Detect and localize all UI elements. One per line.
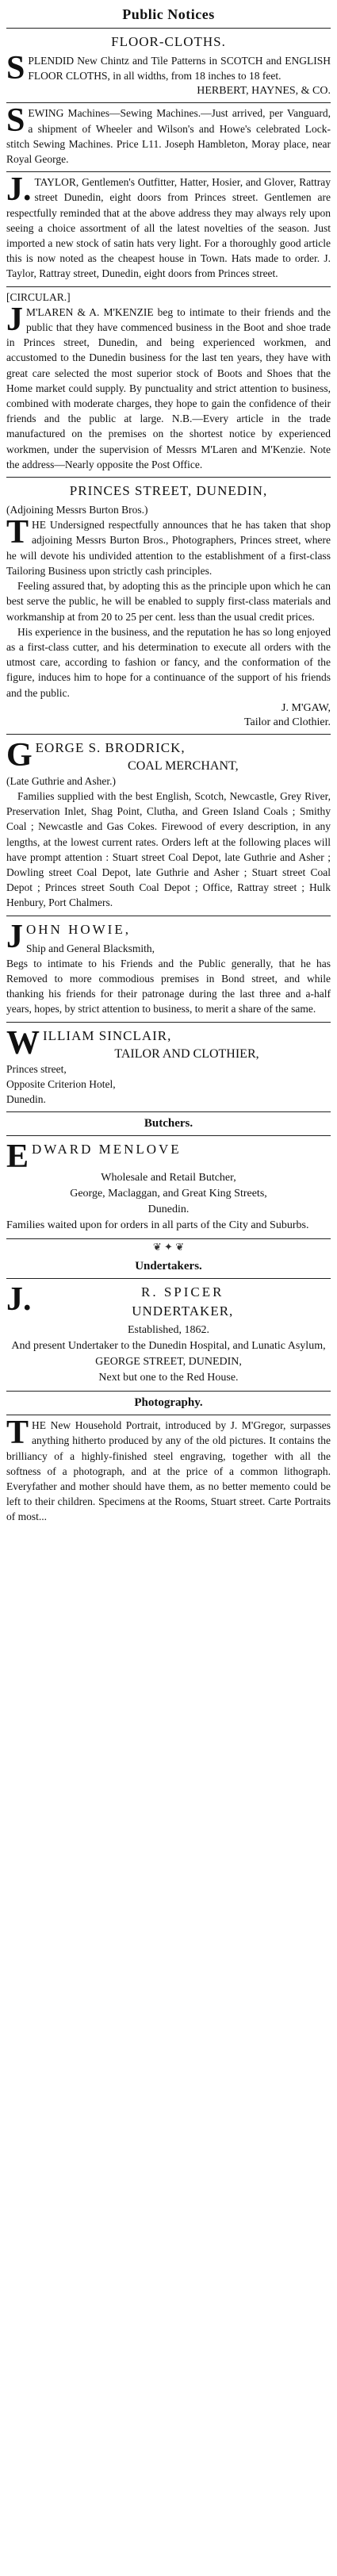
ad-howie-body: Begs to intimate to his Friends and the Public generally, that he has Removed to more commodious premises in Bond street, and while thanking his friends for their patronage during the last three and a-half years, hopes, by strict attention to business, to merit a share of the same. — [6, 957, 331, 1015]
ad-spicer-line1: Established, 1862. — [127, 1324, 210, 1337]
ad-brodrick — [6, 735, 331, 916]
ad-taylor-body: TAYLOR, Gentlemen's Outfitter, Hatter, Hosier, and Glover, Rattray street Dunedin, eight doors from Princes street. Gentlemen are respectfully reminded that at the above address they may always rely upon seeing a choice assortment of all the latest novelties of the season. Just imported a new stock of satin hats very light. For a thoroughly good article this is now noted as the cheapest house in Town. Hats made to order. J. Taylor, Rattray street, Dunedin, eight doors from Princes street. — [6, 176, 331, 280]
ad-brodrick-title: EORGE S. BRODRICK, — [35, 739, 186, 755]
section-undertakers: Undertakers. — [6, 1255, 331, 1279]
ad-spicer-title2: UNDERTAKER, — [132, 1303, 234, 1319]
ad-spicer-line2: And present Undertaker to the Dunedin Hospital, and Lunatic Asylum, — [11, 1340, 326, 1353]
ad-sewing-body: EWING Machines—Sewing Machines.—Just arrived, per Vanguard, a shipment of Wheeler and Wilson's and Howe's celebrated Lock-stitch Sewing Machines. Price L11. Joseph Hambleton, Moray place, near Royal George. — [6, 107, 331, 166]
ad-sinclair-title: ILLIAM SINCLAIR, — [43, 1027, 172, 1043]
ad-sinclair — [6, 1023, 331, 1113]
ad-floorcloths-signature: HERBERT, HAYNES, & CO. — [197, 85, 331, 98]
ad-mcgaw-title: PRINCES STREET, DUNEDIN, — [69, 483, 268, 499]
ad-brodrick-subtitle: (Late Guthrie and Asher.) — [6, 774, 116, 787]
ad-menlove-line2: Dunedin. — [147, 1204, 190, 1216]
ad-mcgaw-p1: HE Undersigned respectfully announces that he has taken that shop adjoining Messrs Burton Bros., Photographers, Princes street, where he will devote his undivided attention to the establishment of a first-class Tailoring Business upon strictly cash principles. — [6, 519, 331, 577]
ad-howie — [6, 916, 331, 1023]
ad-mcgaw-signature: J. M'GAW, — [281, 701, 331, 714]
ad-floorcloths-body: PLENDID New Chintz and Tile Patterns in SCOTCH and ENGLISH FLOOR CLOTHS, in all widths, from 18 inches to 18 feet. — [28, 55, 331, 83]
ad-spicer-line4: Next but one to the Red House. — [98, 1372, 239, 1384]
ad-mcgaw-p3: His experience in the business, and the reputation he has so long enjoyed as a first-class cutter, and his determination to execute all orders with the utmost care, according to fashion or fancy, and the conformation of the figure, induces him to hope for a continuance of the support of his friends and the public. — [6, 625, 331, 699]
dropcap: J. — [6, 1281, 32, 1319]
dropcap: J. — [6, 172, 32, 209]
dropcap: G — [6, 736, 33, 774]
ad-mclaren — [6, 287, 331, 478]
dropcap: E — [6, 1138, 29, 1176]
ad-menlove-title: DWARD MENLOVE — [32, 1142, 182, 1157]
ad-mclaren-body: M'LAREN & A. M'KENZIE beg to intimate to their friends and the public that they have commenced business in the Boot and shoe trade in Princes street, Dunedin, and being experienced workmen, and accustomed to the Dunedin business for the last ten years, they have with great care selected the most superior stock of Boots and Shoes that the Home market could supply. By punctuality and strict attention to business, combined with moderate charges, they hope to gain the confidence of their friends and the public at large. N.B.—Every article in the trade manufactured on the premises on the shortest notice by experienced workmen, under the supervision of Messrs M'Laren and M'Kenzie. Note the address—Nearly opposite the Post Office. — [6, 305, 331, 470]
dropcap: S — [6, 103, 25, 140]
ad-mcgaw-subtitle: (Adjoining Messrs Burton Bros.) — [6, 504, 148, 516]
ad-mcgaw — [6, 478, 331, 735]
ad-menlove-line3: Families waited upon for orders in all parts of the City and Suburbs. — [6, 1219, 309, 1232]
dropcap: T — [6, 514, 29, 551]
ad-sinclair-title2: TAILOR AND CLOTHIER, — [114, 1046, 259, 1061]
dropcap: W — [6, 1024, 40, 1061]
ad-mcgaw-p2: Feeling assured that, by adopting this as the principle upon which he can best serve the public, he will be enabled to supply first-class materials and workmanship at from 20 to 25 per cent. less than the usual credit prices. — [6, 580, 331, 623]
ad-spicer-line3: GEORGE STREET, DUNEDIN, — [95, 1356, 242, 1369]
ad-menlove — [6, 1136, 331, 1239]
ad-mcgaw-signature2: Tailor and Clothier. — [243, 716, 331, 728]
page-title: Public Notices — [6, 5, 331, 29]
ornament-divider: ❦ ✦ ❦ — [152, 1241, 185, 1253]
ad-sinclair-line1: Princes street, — [6, 1062, 67, 1075]
dropcap: J — [6, 301, 23, 338]
ad-floorcloths — [6, 29, 331, 103]
dropcap: T — [6, 1415, 29, 1452]
ad-photography — [6, 1415, 331, 1529]
ad-brodrick-title2: COAL MERCHANT, — [128, 758, 239, 773]
ad-floorcloths-title: FLOOR-CLOTHS. — [111, 34, 226, 49]
ad-spicer-title: R. SPICER — [141, 1284, 224, 1300]
ad-brodrick-body: Families supplied with the best English, Scotch, Newcastle, Grey River, Preservation Inlet, Shag Point, Clutha, and Green Island Coals ; Smithy Coal ; Newcastle and Gas Cokes. Firewood of every description, in any lengths, at the lowest current rates. Orders left at the following places will have prompt attention : Stuart street Coal Depot, late Guthrie and Asher ; Dowling street Coal Depot, late Guthrie and Asher ; Stuart street Coal Depot ; Princes street South Coal Depot ; Office, Rattray street ; Hulk Henbury, Port Chalmers. — [6, 789, 331, 909]
ad-howie-subtitle: Ship and General Blacksmith, — [26, 942, 155, 954]
ad-sinclair-line3: Dunedin. — [6, 1092, 46, 1105]
ad-mclaren-label: [CIRCULAR.] — [6, 290, 71, 303]
section-butchers: Butchers. — [6, 1112, 331, 1136]
ad-howie-title: OHN HOWIE, — [26, 921, 131, 937]
dropcap: S — [6, 50, 25, 86]
section-photography: Photography. — [6, 1392, 331, 1415]
dropcap: J — [6, 918, 23, 955]
ad-sewing — [6, 103, 331, 172]
ad-menlove-line1: George, Maclaggan, and Great King Streets, — [70, 1188, 267, 1200]
ad-menlove-subtitle: Wholesale and Retail Butcher, — [101, 1172, 236, 1184]
ad-photography-body: HE New Household Portrait, introduced by J. M'Gregor, surpasses anything hitherto produced by any of the old pictures. It contains the brilliancy of a highly-finished steel engraving, together with all the softness of a photograph, and at the price of a common lithograph. Everyfather and mother should have them, as no better memento could be left to their children. Specimens at the Rooms, Stuart street. Carte Portraits of most... — [6, 1419, 331, 1523]
ad-sinclair-line2: Opposite Criterion Hotel, — [6, 1077, 116, 1090]
ad-spicer — [6, 1279, 331, 1392]
ad-taylor — [6, 172, 331, 286]
